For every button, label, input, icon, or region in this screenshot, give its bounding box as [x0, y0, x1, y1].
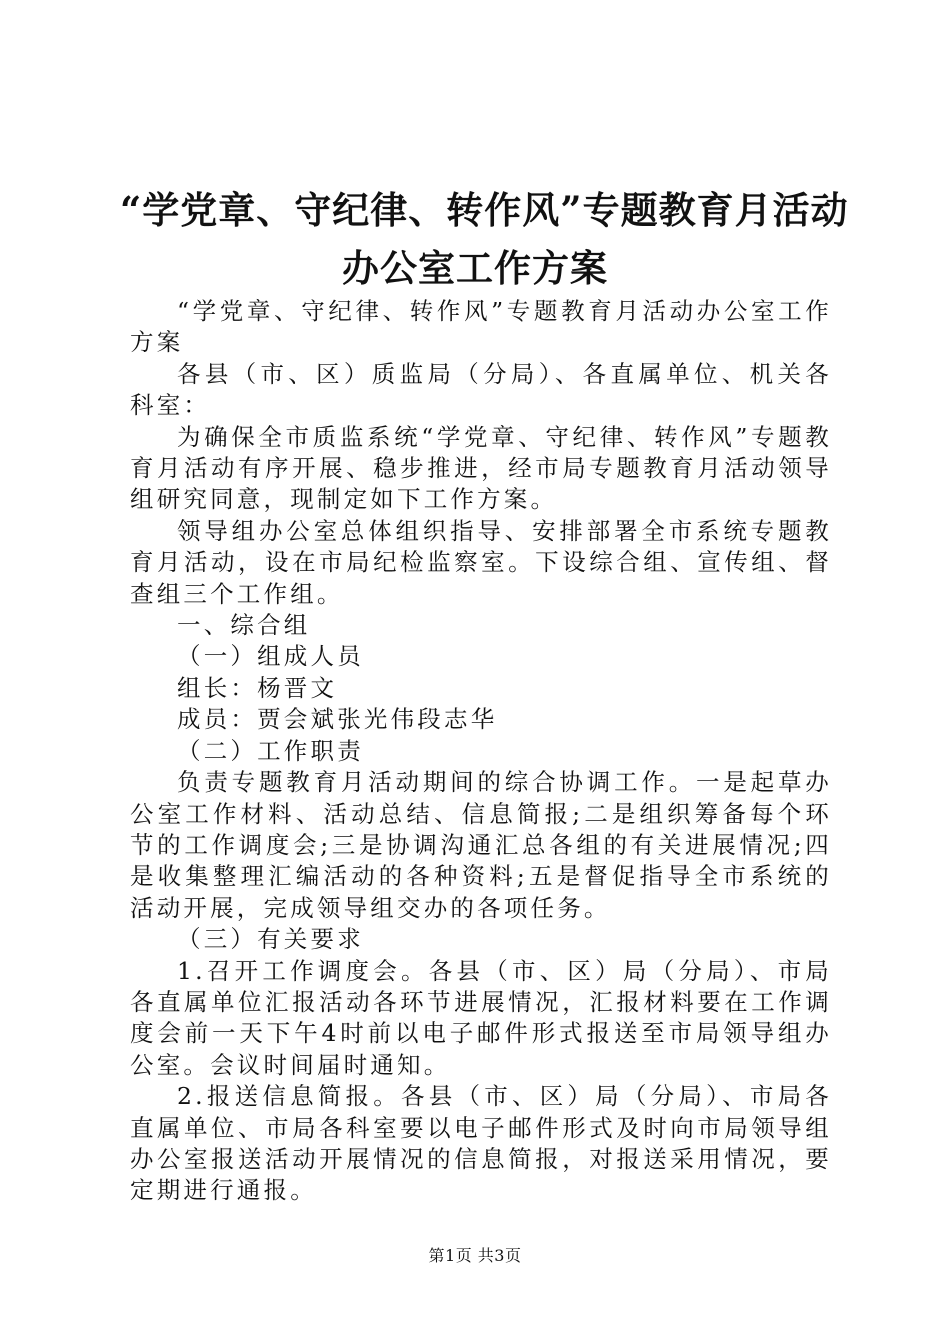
- document-body: [130, 296, 832, 1207]
- section-heading-comprehensive-group: 一、综合组: [177, 611, 311, 640]
- paragraph-group-leader: 组长：杨晋文: [177, 673, 338, 702]
- paragraph-group-members: 成员：贾会斌张光伟段志华: [177, 705, 498, 734]
- paragraph-requirement-2: 2.报送信息简报。各县（市、区）局（分局）、市局各直属单位、市局各科室要以电子邮件形式及时向市局领导组办公室报送活动开展情况的信息简报，对报送采用情况，要定期进行通报。: [130, 1082, 832, 1205]
- subheading-duties: （二）工作职责: [177, 736, 364, 765]
- page-footer: 第1页 共3页: [428, 1246, 522, 1265]
- subheading-requirements: （三）有关要求: [177, 925, 364, 954]
- subheading-members: （一）组成人员: [177, 642, 364, 671]
- document-title-line-2: 办公室工作方案: [342, 246, 608, 290]
- document-title-line-1: “学党章、守纪律、转作风”专题教育月活动: [120, 188, 849, 232]
- paragraph-requirement-1: 1.召开工作调度会。各县（市、区）局（分局）、市局各直属单位汇报活动各环节进展情况，汇报材料要在工作调度会前一天下午4时前以电子邮件形式报送至市局领导组办公室。会议时间届时通知。: [130, 956, 832, 1079]
- paragraph-duties: 负责专题教育月活动期间的综合协调工作。一是起草办公室工作材料、活动总结、信息简报;二是组织筹备每个环节的工作调度会;三是协调沟通汇总各组的有关进展情况;四是收集整理汇编活动的各种资料;五是督促指导全市系统的活动开展，完成领导组交办的各项任务。: [130, 768, 832, 922]
- paragraph-addressee: 各县（市、区）质监局（分局）、各直属单位、机关各科室：: [130, 359, 832, 420]
- paragraph-office-overview: 领导组办公室总体组织指导、安排部署全市系统专题教育月活动，设在市局纪检监察室。下设综合组、宣传组、督查组三个工作组。: [130, 516, 832, 608]
- paragraph-subtitle: “学党章、守纪律、转作风”专题教育月活动办公室工作方案: [130, 297, 832, 357]
- paragraph-purpose: 为确保全市质监系统“学党章、守纪律、转作风”专题教育月活动有序开展、稳步推进，经市局专题教育月活动领导组研究同意，现制定如下工作方案。: [130, 422, 832, 514]
